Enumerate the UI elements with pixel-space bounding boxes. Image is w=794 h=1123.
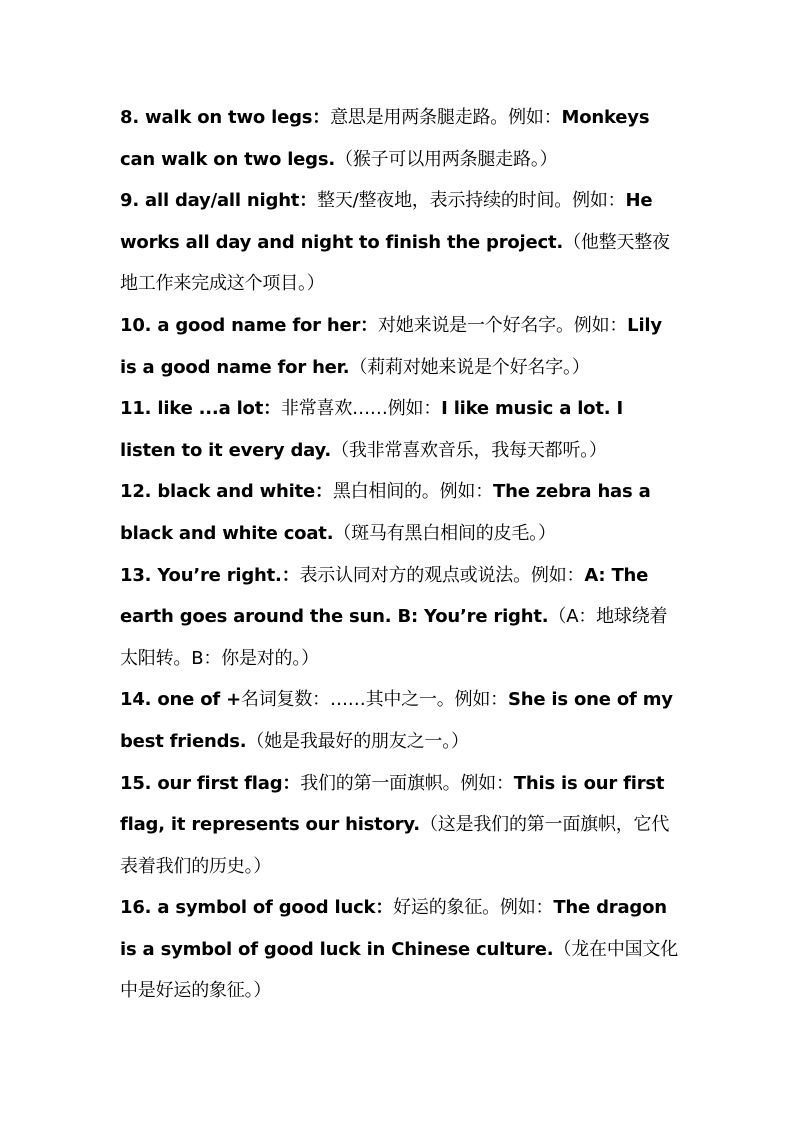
phrase-meaning: 意思是用两条腿走路。例如： [330,107,562,128]
example-translation: （A：地球绕着太阳转。B：你是对的。） [120,606,668,669]
example-translation: （龙在中国文化中是好运的象征。） [120,938,679,1002]
example-sentence: She is one of my best friends. [120,689,673,752]
phrase-meaning: 整天/整夜地，表示持续的时间。例如： [317,190,626,212]
phrase-meaning: 对她来说是一个好名字。例如： [377,314,628,336]
example-sentence: The dragon is a symbol of good luck in Chinese culture. [120,897,667,960]
phrase-meaning: 我们的第一面旗帜。例如： [300,772,514,794]
example-translation: （斑马有黑白相间的皮毛。） [333,522,556,544]
example-sentence: The zebra has a black and white coat. [120,481,651,544]
example-translation: （这是我们的第一面旗帜，它代表着我们的历史。） [120,814,670,877]
phrase-head: 10. a good name for her： [120,314,378,336]
example-sentence: I like music a lot. I listen to it every day. [120,398,623,461]
phrase-entry-14 [120,679,680,762]
phrase-head: 13. You’re right.： [120,564,300,586]
phrase-entry-12 [120,471,680,554]
phrase-head: 14. one of + [120,689,241,711]
phrase-head: 9. all day/all night： [120,190,318,212]
phrase-meaning: 表示认同对方的观点或说法。例如： [299,564,585,586]
phrase-entry-8 [120,97,680,180]
phrase-meaning: 黑白相间的。例如： [332,481,494,503]
example-sentence: A: The earth goes around the sun. B: You’re right. [120,564,649,628]
example-translation: （猴子可以用两条腿走路。） [335,148,558,170]
phrase-head: 15. our first flag： [120,772,301,794]
example-translation: （莉莉对她来说是个好名字。） [349,356,590,378]
example-sentence: Monkeys can walk on two legs. [120,107,650,170]
phrase-head: 8. walk on two legs： [120,107,331,128]
phrase-meaning: 非常喜欢……例如： [280,398,442,420]
phrase-head: 11. like ...a lot： [120,398,281,420]
document-page [120,97,680,1012]
example-translation: （他整天整夜地工作来完成这个项目。） [120,231,670,295]
phrase-entry-13 [120,555,680,680]
phrase-entry-11 [120,388,680,471]
example-translation: （她是我最好的朋友之一。） [246,730,469,752]
phrase-entry-10 [120,305,680,388]
phrase-meaning: 名词复数：……其中之一。例如： [240,689,508,711]
phrase-head: 16. a symbol of good luck： [120,897,394,919]
phrase-entry-16 [120,887,680,1012]
example-sentence: Lily is a good name for her. [120,314,662,378]
phrase-entry-9 [120,180,680,305]
example-sentence: He works all day and night to finish the project. [120,190,653,253]
example-translation: （我非常喜欢音乐，我每天都听。） [331,439,607,461]
phrase-head: 12. black and white： [120,481,333,503]
example-sentence: This is our first flag, it represents our history. [120,772,665,836]
phrase-entry-15 [120,763,680,888]
phrase-meaning: 好运的象征。例如： [393,897,554,919]
